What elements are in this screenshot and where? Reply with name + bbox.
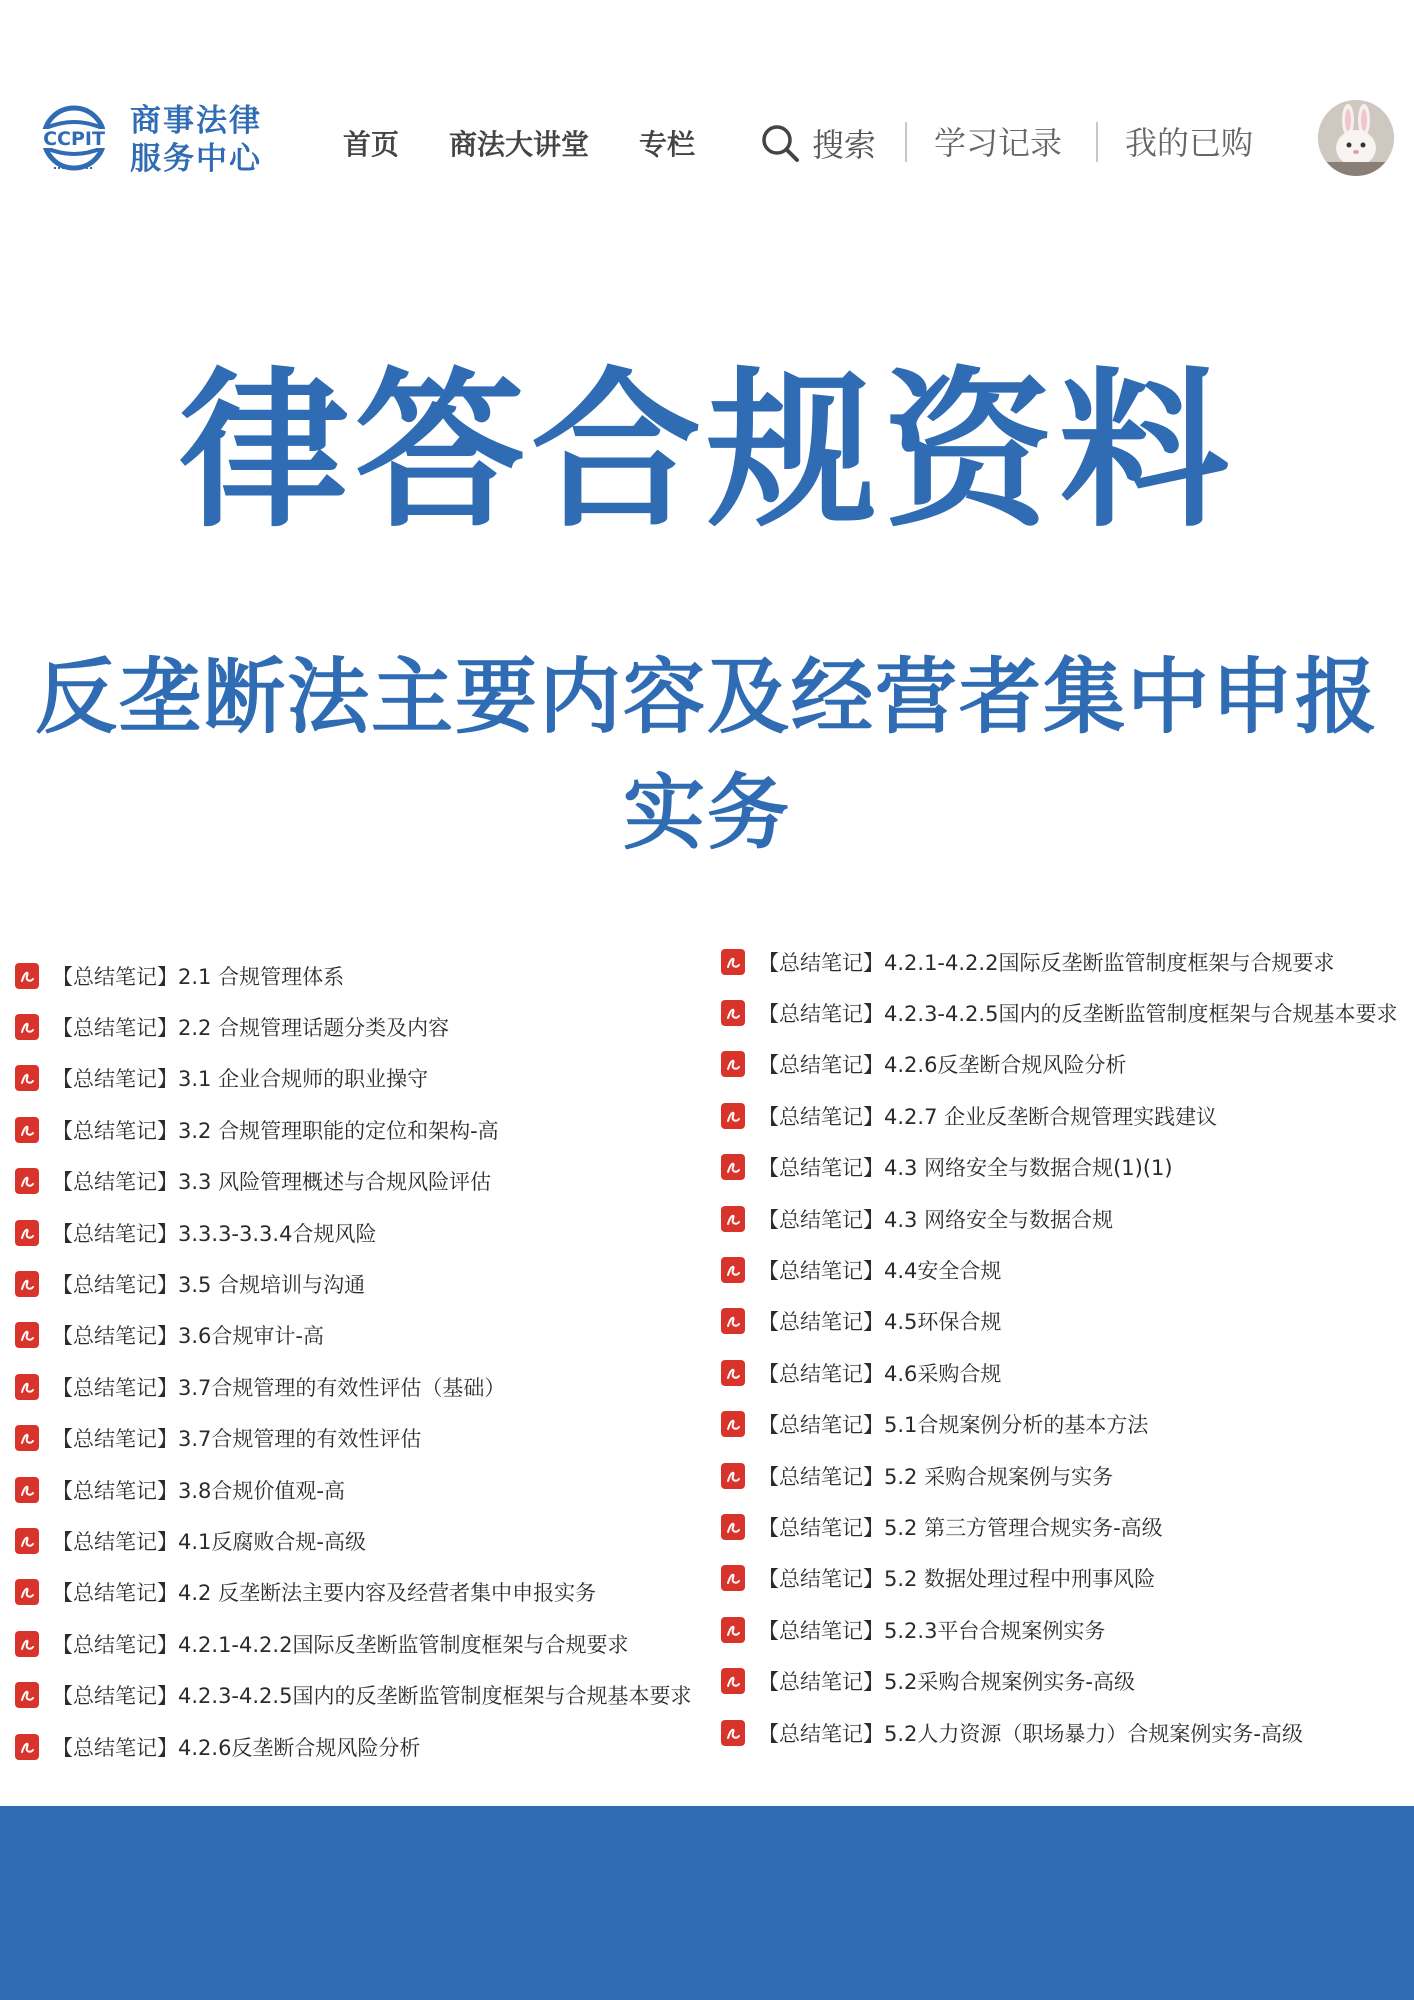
file-name: 【总结笔记】3.7合规管理的有效性评估 bbox=[52, 1427, 422, 1452]
file-name: 【总结笔记】4.5环保合规 bbox=[758, 1310, 1002, 1335]
nav-home[interactable]: 首页 bbox=[343, 128, 400, 161]
pdf-file-icon bbox=[14, 1630, 40, 1658]
subtitle-line2: 实务 bbox=[622, 766, 791, 861]
file-name: 【总结笔记】4.2.3-4.2.5国内的反垄断监管制度框架与合规基本要求 bbox=[758, 1002, 1398, 1027]
file-list-item[interactable] bbox=[14, 1618, 714, 1669]
pdf-file-icon bbox=[14, 1321, 40, 1349]
pdf-file-icon bbox=[720, 1667, 746, 1695]
pdf-file-icon bbox=[14, 1578, 40, 1606]
file-name: 【总结笔记】3.8合规价值观-高 bbox=[52, 1478, 345, 1503]
file-name: 【总结笔记】4.2.6反垄断合规风险分析 bbox=[52, 1735, 421, 1760]
file-name: 【总结笔记】4.1反腐败合规-高级 bbox=[52, 1529, 366, 1554]
file-name: 【总结笔记】4.2.3-4.2.5国内的反垄断监管制度框架与合规基本要求 bbox=[52, 1684, 692, 1709]
file-list-item[interactable] bbox=[720, 1604, 1414, 1655]
file-list-item[interactable] bbox=[14, 1053, 714, 1104]
file-list-item[interactable] bbox=[14, 1721, 714, 1770]
pdf-file-icon bbox=[14, 1167, 40, 1195]
file-name: 【总结笔记】4.2.1-4.2.2国际反垄断监管制度框架与合规要求 bbox=[758, 950, 1335, 975]
pdf-file-icon bbox=[720, 1410, 746, 1438]
pdf-file-icon bbox=[720, 948, 746, 976]
file-name: 【总结笔记】5.1合规案例分析的基本方法 bbox=[758, 1413, 1149, 1438]
file-list-item[interactable] bbox=[720, 1090, 1414, 1141]
logo-name-line2: 服务中心 bbox=[130, 141, 262, 177]
file-list-item[interactable] bbox=[720, 1142, 1414, 1193]
file-list-item[interactable] bbox=[14, 1669, 714, 1720]
file-name: 【总结笔记】4.2.1-4.2.2国际反垄断监管制度框架与合规要求 bbox=[52, 1632, 629, 1657]
file-list-item[interactable] bbox=[720, 1296, 1414, 1347]
pdf-file-icon bbox=[14, 1373, 40, 1401]
file-list-item[interactable] bbox=[14, 1361, 714, 1412]
pdf-file-icon bbox=[720, 1205, 746, 1233]
file-name: 【总结笔记】3.2 合规管理职能的定位和架构-高 bbox=[52, 1118, 499, 1143]
main-nav bbox=[343, 118, 745, 168]
file-list-item[interactable] bbox=[720, 1450, 1414, 1501]
learning-history-link[interactable]: 学习记录 bbox=[934, 124, 1063, 162]
pdf-file-icon bbox=[720, 1307, 746, 1335]
user-avatar[interactable] bbox=[1318, 100, 1394, 176]
file-name: 【总结笔记】2.1 合规管理体系 bbox=[52, 964, 345, 989]
bunny-avatar-icon bbox=[1318, 100, 1394, 176]
file-name: 【总结笔记】5.2 第三方管理合规实务-高级 bbox=[758, 1515, 1163, 1540]
file-name: 【总结笔记】5.2人力资源（职场暴力）合规案例实务-高级 bbox=[758, 1721, 1303, 1746]
footer-band bbox=[0, 1806, 1414, 2000]
logo-emblem-text: CCPIT bbox=[43, 128, 105, 150]
file-list-item[interactable] bbox=[720, 1193, 1414, 1244]
file-name: 【总结笔记】4.3 网络安全与数据合规(1)(1) bbox=[758, 1156, 1173, 1181]
search-button[interactable] bbox=[760, 118, 876, 168]
file-list-item[interactable] bbox=[14, 1413, 714, 1464]
file-list-left bbox=[14, 950, 714, 1770]
pdf-file-icon bbox=[14, 1527, 40, 1555]
file-list-item[interactable] bbox=[14, 1258, 714, 1309]
file-list-item[interactable] bbox=[14, 1310, 714, 1361]
logo-name bbox=[130, 102, 262, 178]
pdf-file-icon bbox=[720, 1153, 746, 1181]
file-list-item[interactable] bbox=[720, 1347, 1414, 1398]
site-header bbox=[0, 0, 1414, 270]
file-list-item[interactable] bbox=[720, 1244, 1414, 1295]
ccpit-logo[interactable] bbox=[34, 100, 274, 180]
pdf-file-icon bbox=[14, 1476, 40, 1504]
pdf-file-icon bbox=[720, 1102, 746, 1130]
file-list-item[interactable] bbox=[720, 1707, 1414, 1756]
file-list-item[interactable] bbox=[14, 1515, 714, 1566]
file-name: 【总结笔记】4.2.6反垄断合规风险分析 bbox=[758, 1053, 1127, 1078]
pdf-file-icon bbox=[720, 1513, 746, 1541]
pdf-file-icon bbox=[720, 1050, 746, 1078]
logo-name-line1: 商事法律 bbox=[130, 103, 262, 139]
file-list-item[interactable] bbox=[14, 1567, 714, 1618]
pdf-file-icon bbox=[14, 1424, 40, 1452]
divider bbox=[905, 122, 907, 162]
file-list-item[interactable] bbox=[720, 987, 1414, 1038]
divider bbox=[1096, 122, 1098, 162]
file-list-item[interactable] bbox=[14, 1207, 714, 1258]
nav-columns[interactable]: 专栏 bbox=[639, 128, 696, 161]
pdf-file-icon bbox=[14, 1116, 40, 1144]
file-name: 【总结笔记】5.2 数据处理过程中刑事风险 bbox=[758, 1567, 1156, 1592]
file-name: 【总结笔记】4.3 网络安全与数据合规 bbox=[758, 1207, 1114, 1232]
file-list-item[interactable] bbox=[720, 1399, 1414, 1450]
pdf-file-icon bbox=[720, 1616, 746, 1644]
file-name: 【总结笔记】3.6合规审计-高 bbox=[52, 1324, 324, 1349]
page-title: 律答合规资料 bbox=[178, 353, 1235, 551]
file-list-item[interactable] bbox=[720, 1553, 1414, 1604]
file-list-item[interactable] bbox=[720, 1655, 1414, 1706]
file-list-item[interactable] bbox=[14, 950, 714, 1001]
pdf-file-icon bbox=[720, 999, 746, 1027]
file-name: 【总结笔记】4.6采购合规 bbox=[758, 1361, 1002, 1386]
file-list-item[interactable] bbox=[720, 1039, 1414, 1090]
pdf-file-icon bbox=[14, 1064, 40, 1092]
pdf-file-icon bbox=[720, 1719, 746, 1747]
file-name: 【总结笔记】4.2 反垄断法主要内容及经营者集中申报实务 bbox=[52, 1581, 597, 1606]
file-list-right bbox=[720, 936, 1414, 1756]
pdf-file-icon bbox=[14, 1681, 40, 1709]
file-list-item[interactable] bbox=[14, 1104, 714, 1155]
file-name: 【总结笔记】3.1 企业合规师的职业操守 bbox=[52, 1067, 429, 1092]
file-list-item[interactable] bbox=[14, 1001, 714, 1052]
file-name: 【总结笔记】3.7合规管理的有效性评估（基础） bbox=[52, 1375, 506, 1400]
file-name: 【总结笔记】5.2采购合规案例实务-高级 bbox=[758, 1670, 1135, 1695]
pdf-file-icon bbox=[14, 1270, 40, 1298]
subtitle-line1: 反垄断法主要内容及经营者集中申报 bbox=[34, 650, 1379, 745]
file-list-item[interactable] bbox=[14, 1464, 714, 1515]
file-name: 【总结笔记】2.2 合规管理话题分类及内容 bbox=[52, 1016, 450, 1041]
pdf-file-icon bbox=[720, 1359, 746, 1387]
pdf-file-icon bbox=[14, 1733, 40, 1761]
pdf-file-icon bbox=[720, 1462, 746, 1490]
file-name: 【总结笔记】5.2 采购合规案例与实务 bbox=[758, 1464, 1114, 1489]
ccpit-globe-icon bbox=[34, 102, 114, 178]
nav-lecture-hall[interactable]: 商法大讲堂 bbox=[449, 128, 590, 161]
file-name: 【总结笔记】4.2.7 企业反垄断合规管理实践建议 bbox=[758, 1104, 1218, 1129]
pdf-file-icon bbox=[14, 962, 40, 990]
pdf-file-icon bbox=[14, 1013, 40, 1041]
page-subtitle bbox=[20, 640, 1394, 872]
pdf-file-icon bbox=[14, 1219, 40, 1247]
file-name: 【总结笔记】5.2.3平台合规案例实务 bbox=[758, 1618, 1106, 1643]
file-list-item[interactable] bbox=[720, 936, 1414, 987]
file-list-item[interactable] bbox=[14, 1156, 714, 1207]
file-name: 【总结笔记】3.3 风险管理概述与合规风险评估 bbox=[52, 1170, 492, 1195]
file-name: 【总结笔记】4.4安全合规 bbox=[758, 1259, 1002, 1284]
search-icon bbox=[760, 123, 800, 163]
file-name: 【总结笔记】3.5 合规培训与沟通 bbox=[52, 1273, 366, 1298]
file-name: 【总结笔记】3.3.3-3.3.4合规风险 bbox=[52, 1221, 377, 1246]
file-list-item[interactable] bbox=[720, 1501, 1414, 1552]
search-label: 搜索 bbox=[812, 126, 877, 164]
my-purchases-link[interactable]: 我的已购 bbox=[1125, 124, 1254, 162]
pdf-file-icon bbox=[720, 1256, 746, 1284]
pdf-file-icon bbox=[720, 1564, 746, 1592]
